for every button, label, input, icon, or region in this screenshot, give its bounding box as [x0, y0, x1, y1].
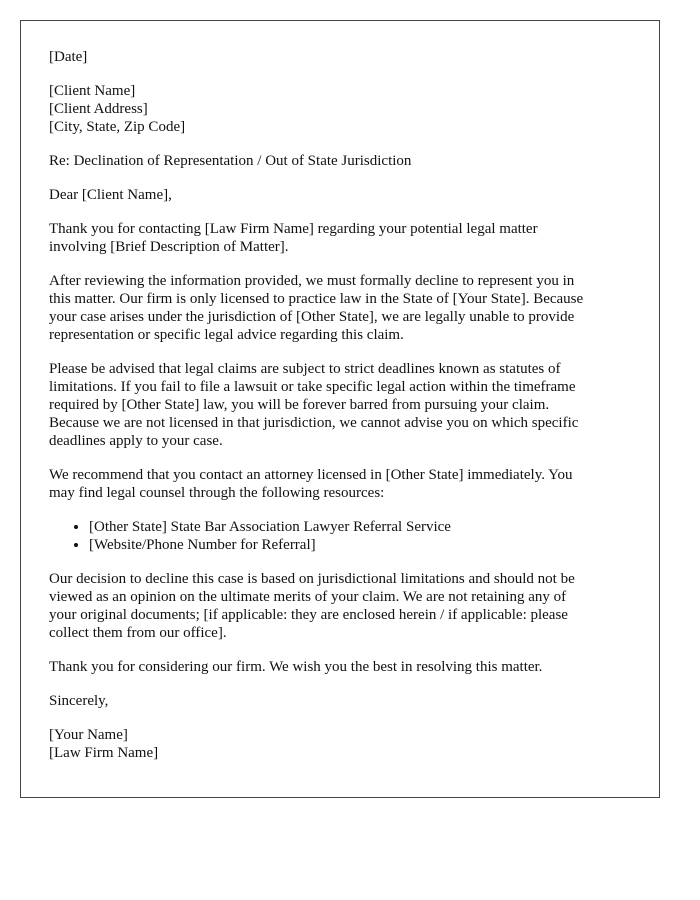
signature-block [49, 726, 631, 762]
text-line: viewed as an opinion on the ultimate merits of your claim. We are not retaining any of [49, 589, 567, 605]
text-line: Because we are not licensed in that jurisdiction, we cannot advise you on which specific [49, 415, 579, 431]
text-line: Please be advised that legal claims are subject to strict deadlines known as statutes of [49, 361, 561, 377]
text-line: Our decision to decline this case is based on jurisdictional limitations and should not be [49, 571, 575, 587]
signer-name: [Your Name] [49, 727, 128, 743]
recipient-name: [Client Name] [49, 83, 136, 99]
letter [20, 20, 660, 798]
paragraph-disclaimer [49, 570, 631, 642]
text-line: After reviewing the information provided, we must formally decline to represent you in [49, 273, 575, 289]
paragraph-limitations [49, 360, 631, 450]
list-item: • [Other State] State Bar Association Lawyer Referral Service [89, 518, 631, 536]
list-item: • [Website/Phone Number for Referral] [89, 536, 631, 554]
text-line: may find legal counsel through the following resources: [49, 485, 385, 501]
text-line: required by [Other State] law, you will be forever barred from pursuing your claim. [49, 397, 550, 413]
text-line: this matter. Our firm is only licensed to practice law in the State of [Your State]. Because [49, 291, 584, 307]
text-line: We recommend that you contact an attorney licensed in [Other State] immediately. You [49, 467, 573, 483]
salutation-text: Dear [Client Name], [49, 187, 172, 203]
text-line: Thank you for contacting [Law Firm Name] regarding your potential legal matter [49, 221, 538, 237]
recipient-city: [City, State, Zip Code] [49, 119, 186, 135]
text-line: representation or specific legal advice regarding this claim. [49, 327, 404, 343]
subject-line [49, 152, 631, 170]
closing-text: Sincerely, [49, 693, 109, 709]
date-text: [Date] [49, 49, 88, 65]
date [49, 48, 631, 66]
text-line: your original documents; [if applicable: they are enclosed herein / if applicable: please [49, 607, 568, 623]
text-line: deadlines apply to your case. [49, 433, 223, 449]
paragraph-thanks [49, 658, 631, 676]
paragraph-intro [49, 220, 631, 256]
recipient-street: [Client Address] [49, 101, 148, 117]
closing [49, 692, 631, 710]
paragraph-decline [49, 272, 631, 344]
salutation [49, 186, 631, 204]
text-line: limitations. If you fail to file a lawsuit or take specific legal action within the timeframe [49, 379, 576, 395]
text-line: your case arises under the jurisdiction of [Other State], we are legally unable to provide [49, 309, 575, 325]
recipient-address [49, 82, 631, 136]
text-line: Thank you for considering our firm. We wish you the best in resolving this matter. [49, 659, 543, 675]
paragraph-recommendation [49, 466, 631, 502]
resources-list [49, 518, 631, 554]
firm-name: [Law Firm Name] [49, 745, 159, 761]
text-line: collect them from our office]. [49, 625, 227, 641]
subject-text: Re: Declination of Representation / Out of State Jurisdiction [49, 153, 412, 169]
text-line: involving [Brief Description of Matter]. [49, 239, 289, 255]
